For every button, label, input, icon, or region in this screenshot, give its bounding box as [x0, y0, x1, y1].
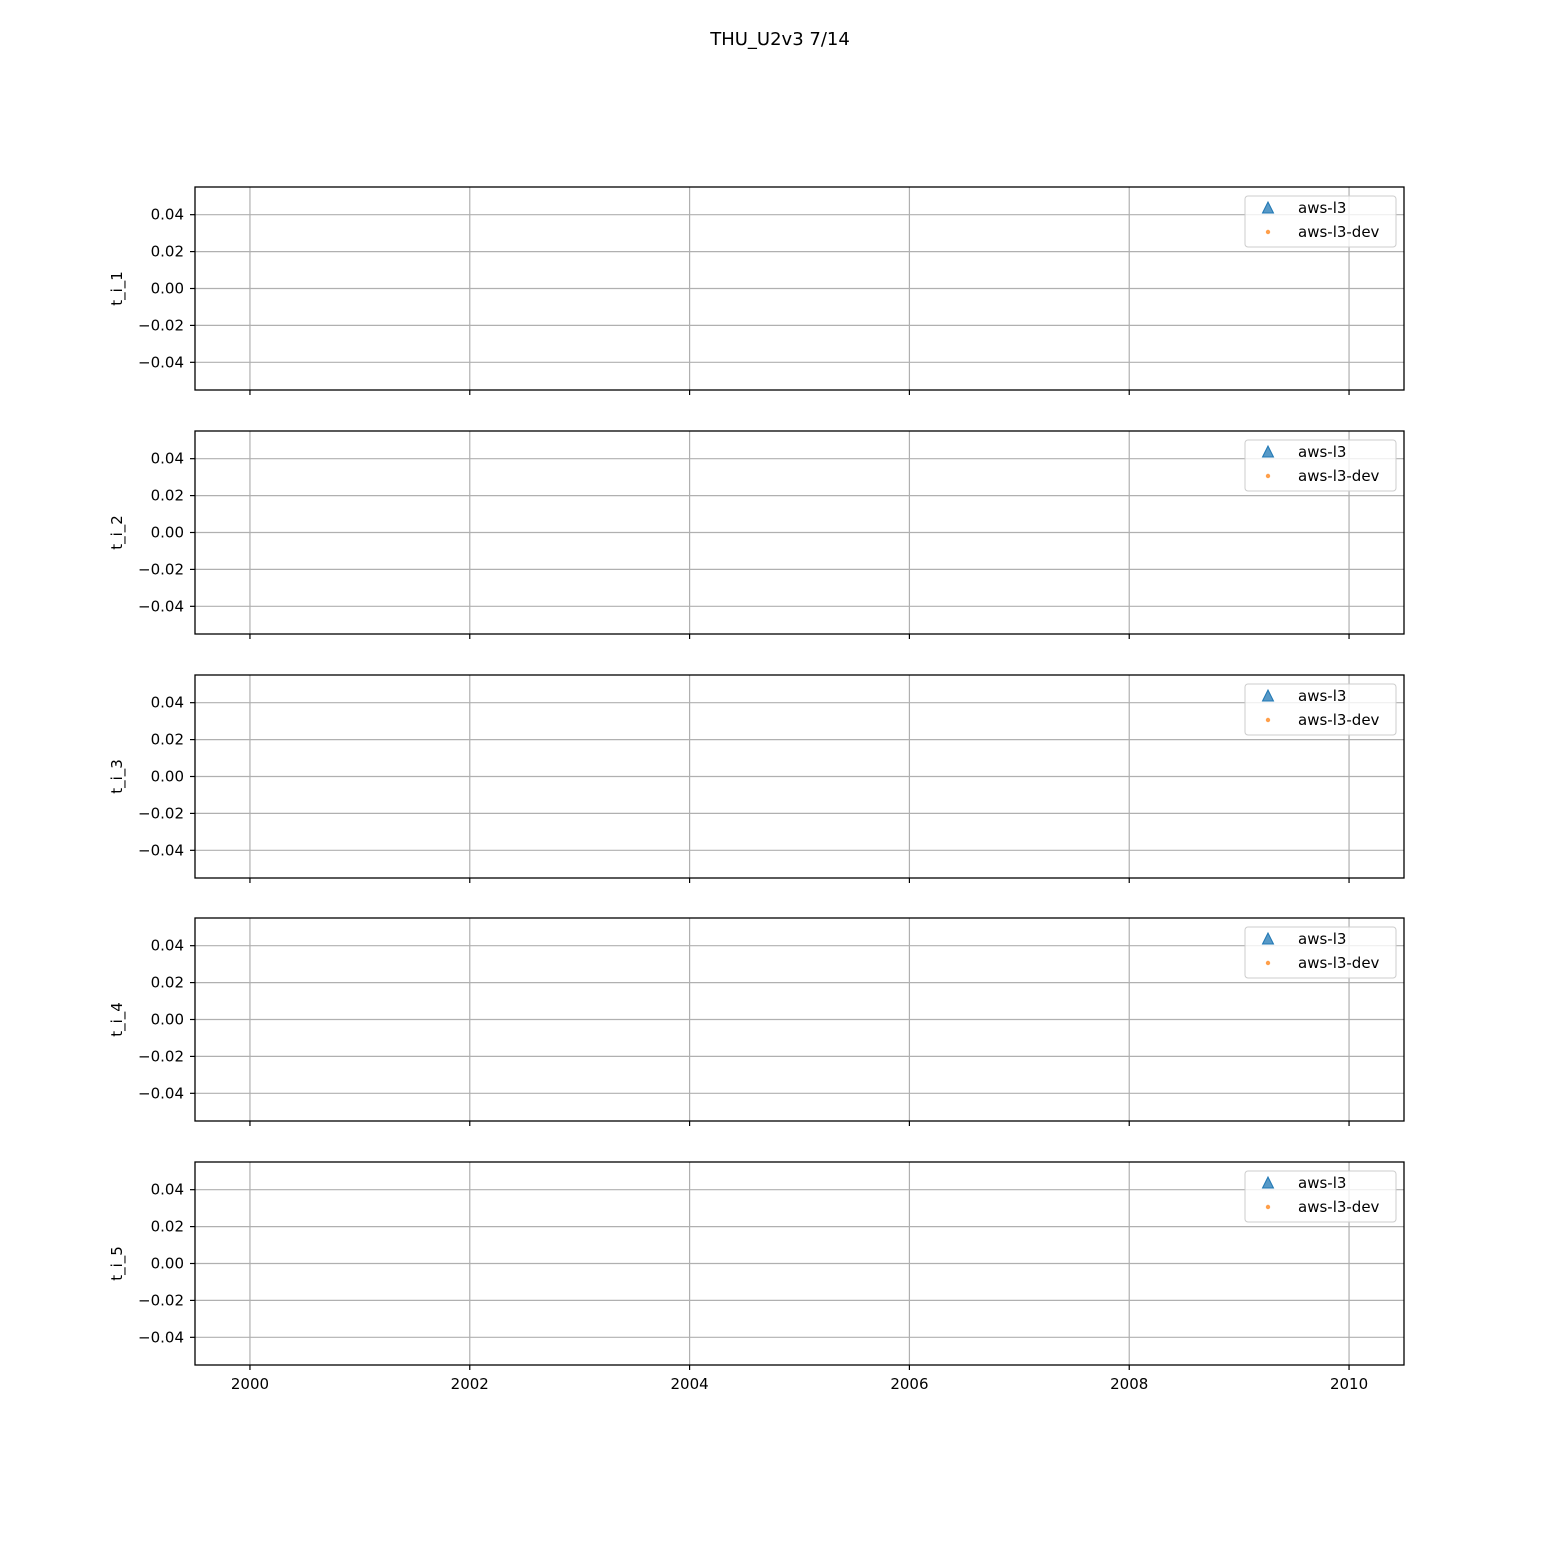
- legend: [1245, 440, 1396, 491]
- legend-label: aws-l3: [1298, 930, 1347, 948]
- y-tick-label: −0.04: [138, 1084, 184, 1103]
- y-tick-label: 0.02: [150, 730, 184, 749]
- legend-label: aws-l3: [1298, 443, 1347, 461]
- y-tick-label: −0.04: [138, 597, 184, 616]
- y-tick-label: 0.02: [150, 1217, 184, 1236]
- y-tick-label: −0.02: [138, 560, 184, 579]
- y-tick-label: −0.04: [138, 841, 184, 860]
- legend-label: aws-l3-dev: [1298, 954, 1380, 972]
- y-tick-label: 0.00: [150, 767, 184, 786]
- y-axis-label: t_i_3: [108, 759, 126, 794]
- y-axis-label: t_i_4: [108, 1002, 126, 1037]
- y-tick-label: 0.00: [150, 523, 184, 542]
- y-tick-label: −0.04: [138, 353, 184, 372]
- legend-label: aws-l3-dev: [1298, 1198, 1380, 1216]
- legend-label: aws-l3: [1298, 687, 1347, 705]
- y-tick-label: −0.02: [138, 804, 184, 823]
- y-tick-label: 0.04: [150, 936, 184, 955]
- x-tick-label: 2002: [450, 1375, 489, 1393]
- y-tick-label: −0.02: [138, 1291, 184, 1310]
- legend-marker-dot-icon: [1266, 230, 1270, 234]
- y-tick-label: 0.02: [150, 242, 184, 261]
- y-tick-label: 0.02: [150, 486, 184, 505]
- y-tick-label: 0.04: [150, 1180, 184, 1199]
- legend: [1245, 196, 1396, 247]
- y-tick-label: 0.04: [150, 693, 184, 712]
- legend-marker-dot-icon: [1266, 718, 1270, 722]
- y-tick-label: −0.02: [138, 316, 184, 335]
- legend: [1245, 927, 1396, 978]
- x-tick-label: 2000: [230, 1375, 270, 1393]
- x-tick-label: 2006: [890, 1375, 929, 1393]
- y-tick-label: 0.00: [150, 1254, 184, 1273]
- y-tick-label: 0.04: [150, 449, 184, 468]
- legend: [1245, 684, 1396, 735]
- x-tick-label: 2010: [1329, 1375, 1369, 1393]
- legend-marker-dot-icon: [1266, 474, 1270, 478]
- legend-label: aws-l3-dev: [1298, 711, 1380, 729]
- legend: [1245, 1171, 1396, 1222]
- legend-label: aws-l3-dev: [1298, 467, 1380, 485]
- y-tick-label: 0.02: [150, 973, 184, 992]
- y-tick-label: 0.00: [150, 279, 184, 298]
- y-axis-label: t_i_2: [108, 515, 126, 550]
- legend-label: aws-l3: [1298, 1174, 1347, 1192]
- y-tick-label: 0.04: [150, 205, 184, 224]
- y-tick-label: 0.00: [150, 1010, 184, 1029]
- y-axis-label: t_i_1: [108, 271, 126, 306]
- figure-title: THU_U2v3 7/14: [710, 29, 850, 50]
- x-tick-label: 2004: [670, 1375, 709, 1393]
- legend-marker-dot-icon: [1266, 1205, 1270, 1209]
- x-tick-label: 2008: [1110, 1375, 1149, 1393]
- y-tick-label: −0.02: [138, 1047, 184, 1066]
- legend-marker-dot-icon: [1266, 961, 1270, 965]
- y-axis-label: t_i_5: [108, 1246, 126, 1281]
- legend-label: aws-l3-dev: [1298, 223, 1380, 241]
- y-tick-label: −0.04: [138, 1328, 184, 1347]
- legend-label: aws-l3: [1298, 199, 1347, 217]
